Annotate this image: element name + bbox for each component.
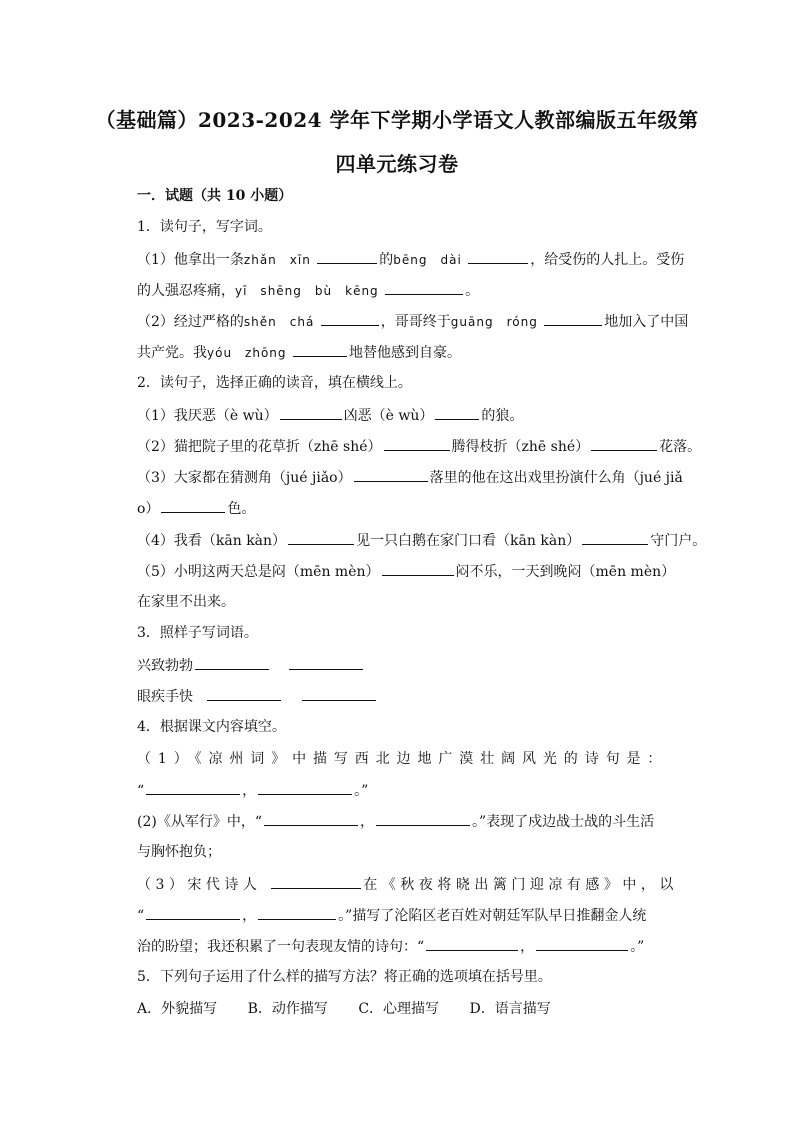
q1-sentence2-line1 bbox=[137, 311, 794, 332]
answer-blank[interactable] bbox=[146, 780, 240, 795]
text: ， bbox=[520, 939, 535, 955]
text: 地替他感到自豪。 bbox=[348, 345, 461, 361]
option-c[interactable]: C．心理描写 bbox=[358, 1001, 440, 1017]
answer-blank[interactable] bbox=[468, 249, 528, 264]
answer-blank[interactable] bbox=[591, 436, 657, 451]
q4-item3-line2 bbox=[137, 905, 794, 926]
answer-blank[interactable] bbox=[382, 561, 454, 576]
q1-sentence2-line2 bbox=[137, 342, 794, 363]
q2-item5-line2 bbox=[137, 592, 794, 612]
answer-blank[interactable] bbox=[288, 530, 354, 545]
q4-stem: 4．根据课文内容填空。 bbox=[137, 719, 286, 735]
answer-blank[interactable] bbox=[289, 655, 363, 670]
q4-item1-line2 bbox=[137, 780, 794, 801]
q4-item3-line3 bbox=[137, 936, 794, 957]
text: 。” bbox=[354, 783, 369, 799]
text: 治的盼望；我还积累了一句表现友情的诗句：“ bbox=[137, 939, 425, 955]
text: 地加入了中国 bbox=[604, 314, 689, 330]
answer-blank[interactable] bbox=[544, 311, 602, 326]
text: （5）小明这两天总是闷（mēn mèn） bbox=[137, 564, 380, 580]
text: 在《秋夜将晓出篱门迎凉有感》中，以 bbox=[363, 877, 678, 893]
q3-example2 bbox=[137, 686, 794, 707]
text: 的狼。 bbox=[481, 408, 524, 424]
text: 落里的他在这出戏里扮演什么角（jué jiǎ bbox=[429, 470, 683, 486]
text: 共产党。我 bbox=[137, 345, 207, 361]
text: 眼疾手快 bbox=[137, 689, 193, 705]
answer-blank[interactable] bbox=[302, 686, 376, 701]
text: 色。 bbox=[227, 501, 256, 517]
q4-item1-line1 bbox=[137, 749, 675, 769]
text: “ bbox=[137, 908, 145, 924]
answer-blank[interactable] bbox=[207, 686, 281, 701]
text: （3）宋代诗人 bbox=[137, 877, 262, 893]
answer-blank[interactable] bbox=[195, 655, 269, 670]
text: 闷不乐，一天到晚闷（mēn mèn） bbox=[455, 564, 676, 580]
text: 见一只白鹅在家门口看（kān kàn） bbox=[356, 533, 581, 549]
q1-sentence1-line1 bbox=[137, 249, 794, 270]
answer-blank[interactable] bbox=[161, 498, 225, 513]
text: ，哥哥终于 bbox=[380, 314, 451, 330]
answer-blank[interactable] bbox=[264, 811, 358, 826]
q4-item2-line2 bbox=[137, 842, 794, 862]
q4-item3-line1 bbox=[137, 874, 794, 895]
option-d[interactable]: D．语言描写 bbox=[469, 1001, 551, 1017]
text: ， bbox=[242, 908, 257, 924]
text: ， bbox=[242, 783, 257, 799]
q2-item4 bbox=[137, 530, 794, 551]
text: ，给受伤的人扎上。受伤 bbox=[530, 252, 685, 268]
q5-options bbox=[137, 999, 794, 1019]
answer-blank[interactable] bbox=[146, 905, 240, 920]
text: 的人强忍疼痛， bbox=[137, 283, 235, 299]
q3-stem: 3．照样子写词语。 bbox=[137, 625, 258, 641]
option-b[interactable]: B．动作描写 bbox=[247, 1001, 328, 1017]
text: 凶恶（è wù） bbox=[343, 408, 434, 424]
text: 兴致勃勃 bbox=[137, 658, 193, 674]
answer-blank[interactable] bbox=[426, 936, 518, 951]
text: 与胸怀抱负； bbox=[137, 844, 221, 860]
text: (2)《从军行》中，“ bbox=[137, 814, 262, 830]
text: （1）《凉州词》中描写西北边地广漠壮阔风光的诗句是： bbox=[137, 751, 669, 767]
text: ， bbox=[360, 814, 374, 830]
q4-item2-line1 bbox=[137, 811, 794, 832]
pinyin: yī shēng bù kēng bbox=[235, 284, 379, 298]
q1-sentence1-line2 bbox=[137, 280, 794, 301]
text: 在家里不出来。 bbox=[137, 594, 235, 610]
answer-blank[interactable] bbox=[258, 905, 336, 920]
pinyin: yóu zhōng bbox=[207, 346, 287, 360]
section-heading: 一．试题（共 10 小题） bbox=[137, 188, 293, 204]
answer-blank[interactable] bbox=[354, 467, 428, 482]
answer-blank[interactable] bbox=[258, 780, 352, 795]
text: 花落。 bbox=[659, 439, 702, 455]
text: （3）大家都在猜测角（jué jiǎo） bbox=[137, 470, 352, 486]
answer-blank[interactable] bbox=[321, 311, 379, 326]
option-a[interactable]: A．外貌描写 bbox=[137, 1001, 218, 1017]
text: 的 bbox=[379, 252, 394, 268]
text: （2）经过严格的 bbox=[137, 314, 244, 330]
q1-stem: 1．读句子，写字词。 bbox=[137, 219, 272, 235]
q3-example1 bbox=[137, 655, 794, 676]
answer-blank[interactable] bbox=[435, 405, 479, 420]
text: （4）我看（kān kàn） bbox=[137, 533, 287, 549]
answer-blank[interactable] bbox=[536, 936, 628, 951]
page-title-line1: （基础篇）2023-2024 学年下学期小学语文人教部编版五年级第 bbox=[95, 108, 699, 132]
text: （1）他拿出一条 bbox=[137, 252, 244, 268]
text: o） bbox=[137, 501, 160, 517]
q2-item3-line2 bbox=[137, 498, 794, 519]
text: （2）猫把院子里的花草折（zhē shé） bbox=[137, 439, 382, 455]
answer-blank[interactable] bbox=[384, 436, 450, 451]
q2-item5-line1 bbox=[137, 561, 794, 582]
q2-item3-line1 bbox=[137, 467, 794, 488]
page-title-line2: 四单元练习卷 bbox=[335, 152, 459, 176]
answer-blank[interactable] bbox=[271, 874, 361, 889]
q5-stem: 5．下列句子运用了什么样的描写方法？将正确的选项填在括号里。 bbox=[137, 969, 552, 985]
q2-item1 bbox=[137, 405, 794, 426]
text: 。” bbox=[630, 939, 645, 955]
answer-blank[interactable] bbox=[280, 405, 342, 420]
text: 。”表现了戍边战士战的斗生活 bbox=[472, 814, 655, 830]
pinyin: bēng dài bbox=[393, 253, 462, 267]
text: “ bbox=[137, 783, 145, 799]
answer-blank[interactable] bbox=[385, 280, 463, 295]
q2-item2 bbox=[137, 436, 794, 457]
answer-blank[interactable] bbox=[293, 342, 347, 357]
answer-blank[interactable] bbox=[582, 530, 648, 545]
text: 腾得枝折（zhē shé） bbox=[451, 439, 590, 455]
text: （1）我厌恶（è wù） bbox=[137, 408, 278, 424]
text: 。”描写了沦陷区老百姓对朝廷军队早日推翻金人统 bbox=[338, 908, 647, 924]
q2-stem: 2．读句子，选择正确的读音，填在横线上。 bbox=[137, 375, 412, 391]
pinyin: zhǎn xīn bbox=[243, 253, 311, 267]
pinyin: shěn chá bbox=[243, 315, 315, 329]
answer-blank[interactable] bbox=[376, 811, 470, 826]
text: 守门户。 bbox=[650, 533, 707, 549]
answer-blank[interactable] bbox=[317, 249, 377, 264]
pinyin: guāng róng bbox=[450, 315, 538, 329]
text: 。 bbox=[465, 283, 480, 299]
